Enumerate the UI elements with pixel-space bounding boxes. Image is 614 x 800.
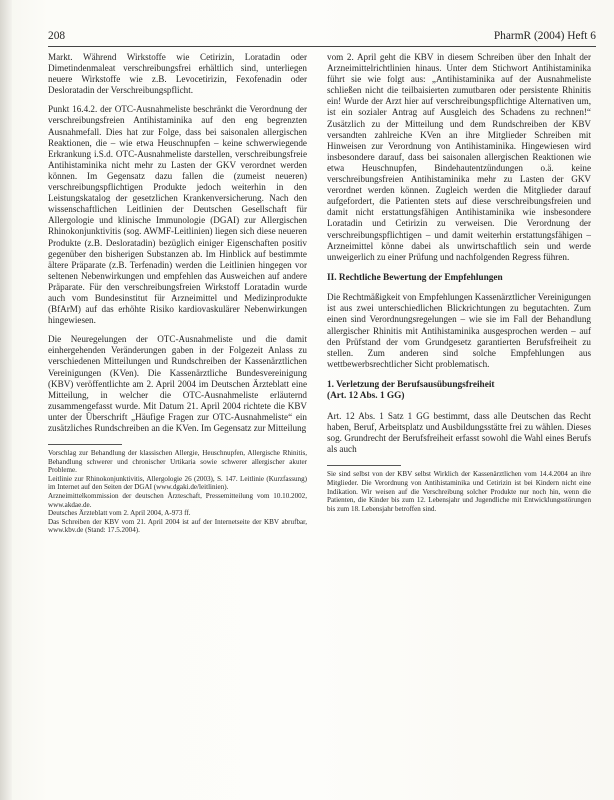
page-number: 208 <box>48 30 66 42</box>
running-header <box>48 30 596 44</box>
header-rule <box>48 46 596 47</box>
footnote: Das Schreiben der KBV vom 21. April 2004 ist auf der Internetseite der KBV abrufbar, www.kbv.de (Stand: 17.5.2004). <box>48 517 307 535</box>
section-heading: II. Rechtliche Bewertung der Empfehlungen <box>327 272 503 283</box>
footnote: Deutsches Ärzteblatt vom 2. April 2004, A-973 ff. <box>48 509 191 518</box>
subsection-heading <box>327 380 591 403</box>
subsection-heading-line1: 1. Verletzung der Berufsausübungsfreiheit <box>327 379 495 390</box>
paragraph: Punkt 16.4.2. der OTC-Ausnahmeliste beschränkt die Verordnung der verschreibungsfreien Antihistaminika auf den eng begrenzten Ausnahmefall. Dies hat zur Folge, dass bei saisonalen allergischen Reaktionen, die – wie etwa Heuschnupfen – keine schwerwiegende Erkrankung i.S.d. OTC-Ausnahmeliste darstellen, verschreibungsfreie Antihistaminika nicht mehr zu Lasten der GKV verordnet werden können. Im Gegensatz dazu fallen die (zumeist neueren) verschreibungspflichtigen Produkte jedoch weiterhin in den Leistungskatalog der gesetzlichen Krankenversicherung. Nach den wissenschaftlichen Leitlinien der Deutschen Gesellschaft für Allergologie und klinische Immunologie (DGAI) zur Allergischen Rhinokonjunktivitis (sog. AWMF-Leitlinien) liegen sich diese neueren Produkte (z.B. Desloratadin) bezüglich einiger Eigenschaften positiv gegenüber den bisherigen Substanzen ab. Im Hinblick auf bestimmte ältere Präparate (z.B. Terfenadin) werden die Leitlinien hingegen vor seltenen Nebenwirkungen und empfehlen das Ausweichen auf andere Präparate. Für den verschreibungsfreien Wirkstoff Loratadin wurde auch vom Bundesinstitut für Arzneimittel und Medizinprodukte (BfArM) auf das erhöhte Risiko kardiovaskulärer Nebenwirkungen hingewiesen. <box>48 104 307 326</box>
footnote: Sie sind selbst von der KBV selbst Wirklich der Kassenärztlichen vom 14.4.2004 an ihre Mitglieder. Die Verordnung von Antihistaminika und Cetirizin ist bei Kindern nicht eine Indikation. Wir weisen auf die Verschreibung solcher Produkte nur noch hin, wenn die Patienten, die Kinder bis zum 12. Lebensjahr und Jugendliche mit Entwicklungsstörungen bis zum 18. Lebensjahr betroffen sind. <box>327 470 591 513</box>
footnote-separator <box>327 465 401 466</box>
paragraph: Markt. Während Wirkstoffe wie Cetirizin, Loratadin oder Dimetindenmaleat verschreibungsfrei erhältlich sind, unterliegen neuere Wirkstoffe wie z.B. Levocetirizin, Fexofenadin oder Desloratadin der Verschreibungspflicht. <box>48 52 307 96</box>
footnote: Vorschlag zur Behandlung der klassischen Allergie, Heuschnupfen, Allergische Rhinitis, Behandlung schwerer und chronischer Urtikaria sowie schwerer allergischer akuter Probleme. <box>48 449 307 475</box>
subsection-heading-line2: (Art. 12 Abs. 1 GG) <box>327 391 405 402</box>
journal-title: PharmR (2004) Heft 6 <box>493 30 596 42</box>
paragraph: Die Rechtmäßigkeit von Empfehlungen Kassenärztlicher Vereinigungen ist aus zwei unterschiedlichen Blickrichtungen zu begutachten. Zum einen sind Verordnungsregelungen – wie sie im Fall der Behandlung allergischer Rhinitis mit Antihistaminika ausgesprochen werden – auf den Prüfstand der vom Grundgesetz garantierten Berufsfreiheit zu stellen. Zum anderen sind solche Empfehlungen aus wettbewerbsrechtlicher Sicht problematisch. <box>327 292 591 369</box>
footnote: Leitlinie zur Rhinokonjunktivitis, Allergologie 26 (2003), S. 147. Leitlinie (Kurzfassung) im Internet auf den Seiten der DGAI (www.dgaki.de/leitlinien). <box>48 474 307 492</box>
paragraph: Art. 12 Abs. 1 Satz 1 GG bestimmt, dass alle Deutschen das Recht haben, Beruf, Arbeitsplatz und Ausbildungsstätte frei zu wählen. Dieses sog. Grundrecht der Berufsfreiheit erfasst sowohl die Wahl eines Berufs als auch <box>327 410 591 455</box>
footnote: Arzneimittelkommission der deutschen Ärzteschaft, Pressemitteilung vom 10.10.2002, www.akdae.de. <box>48 492 307 509</box>
right-column <box>327 52 591 513</box>
left-column <box>48 52 307 535</box>
footnote-separator <box>48 444 122 445</box>
page-edge-shadow <box>0 0 12 800</box>
paragraph: vom 2. April geht die KBV in diesem Schreiben über den Inhalt der Arzneimittelrichtlinien hinaus. Unter dem Stichwort Antihistaminika führt sie wie folgt aus: „Antihistaminika auf der Ausnahmeliste schließen nicht die teilbaisierten zumutbaren oder persistente Rhinitis ein! Wurde der Arzt hier auf verschreibungspflichtige Alternativen um, ist ein sozialer Antrag auf Ausgleich des Schadens zu rechnen!“ Zusätzlich zu der Mitteilung und dem Rundschreiben der KBV versandten zahlreiche KVen an ihre Mitglieder Schreiben mit Hinweisen zur Verordnung von Antihistaminika. Hingewiesen wird insbesondere darauf, dass bei saisonalen allergischen Reaktionen wie etwa Heuschnupfen, Bindehautentzündungen o.ä. keine verschreibungsfreien Antihistaminika mehr zu Lasten der GKV verordnet werden können. Zugleich werden die Mitglieder darauf aufgefordert, die Patienten stets auf diese verschreibungsfreien und damit nicht erstattungsfähigen Antihistaminika wie insbesondere Loratadin und Cetirizin zu verweisen. Die Verordnung der verschreibungspflichtigen – und damit weiterhin erstattungsfähigen – Arzneimittel könne dabei als unwirtschaftlich sein und werde unweigerlich zu einer Prüfung und nachfolgenden Regress führen. <box>327 52 591 262</box>
paragraph: Die Neuregelungen der OTC-Ausnahmeliste und die damit einhergehenden Veränderungen gaben in der Folgezeit Anlass zu verschiedenen Mitteilungen und Rundschreiben der Kassenärztlichen Vereinigungen (KVen). Die Kassenärztliche Bundesvereinigung (KBV) veröffentlichte am 2. April 2004 im Deutschen Ärzteblatt eine Mitteilung, in welcher die OTC-Ausnahmeliste erläuternd zusammengefasst wurde. Mit Datum 21. April 2004 richtete die KBV unter der Überschrift „Häufige Fragen zur OTC-Ausnahmeliste“ ein zusätzliches Rundschreiben an die KVen. Im Gegensatz zur Mitteilung <box>48 334 307 433</box>
